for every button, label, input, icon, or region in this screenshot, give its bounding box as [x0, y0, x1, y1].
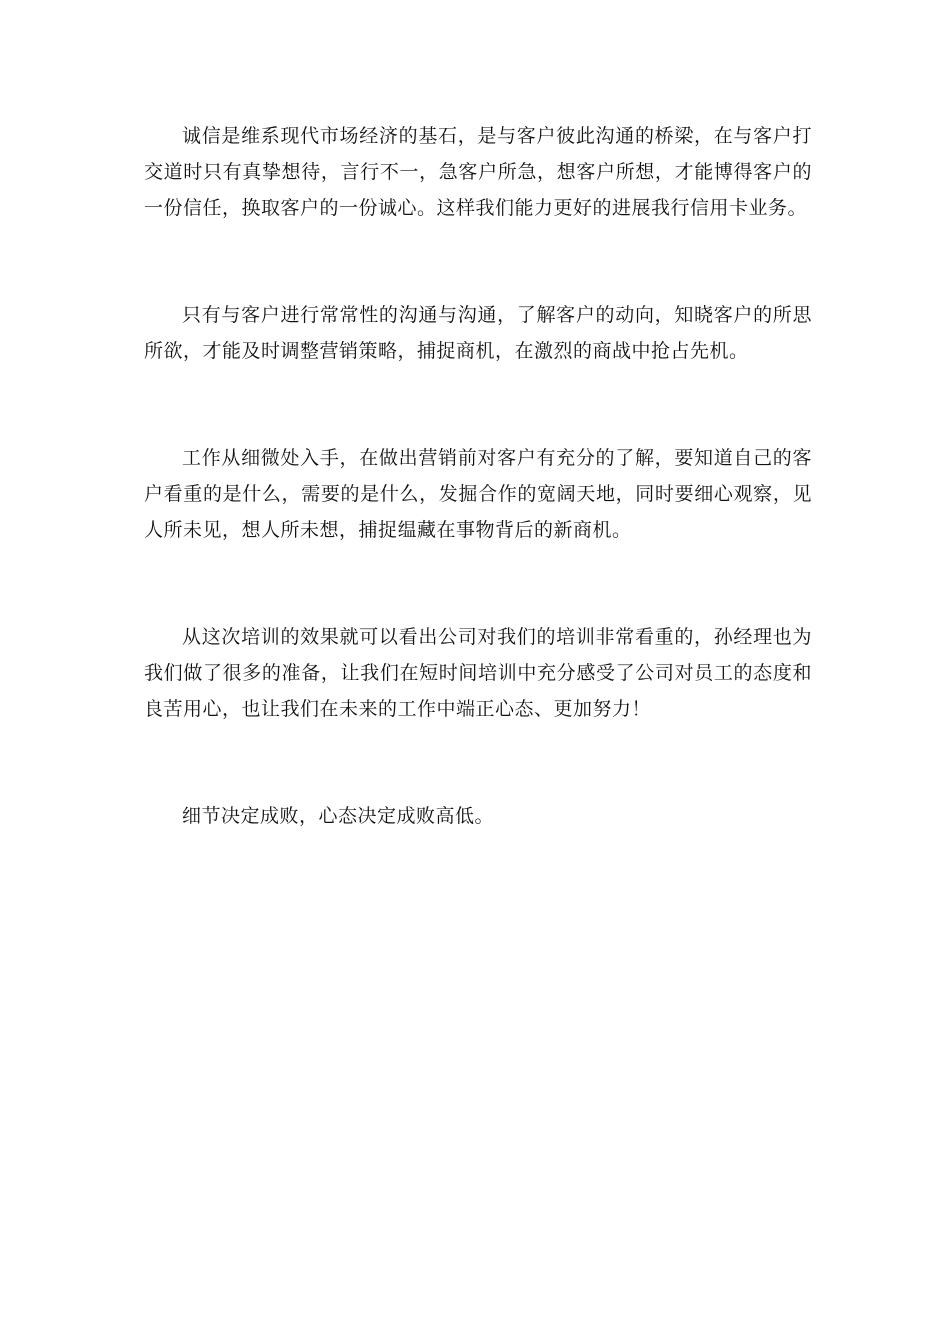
document-body [144, 118, 812, 834]
paragraph-communication: 只有与客户进行常常性的沟通与沟通，了解客户的动向，知晓客户的所思所欲，才能及时调整营销策略，捕捉商机，在激烈的商战中抢占先机。 [144, 304, 812, 362]
paragraph-spacer [144, 226, 812, 297]
paragraph-conclusion: 细节决定成败，心态决定成败高低。 [182, 805, 495, 827]
paragraph-spacer [144, 369, 812, 440]
paragraph-spacer [144, 548, 812, 619]
paragraph-training: 从这次培训的效果就可以看出公司对我们的培训非常看重的，孙经理也为我们做了很多的准备，让我们在短时间培训中充分感受了公司对员工的态度和良苦用心，也让我们在未来的工作中端正心态、更加努力！ [144, 626, 812, 720]
paragraph-integrity: 诚信是维系现代市场经济的基石，是与客户彼此沟通的桥梁，在与客户打交道时只有真挚想待，言行不一，急客户所急，想客户所想，才能博得客户的一份信任，换取客户的一份诚心。这样我们能力更好的进展我行信用卡业务。 [144, 125, 812, 219]
paragraph-details: 工作从细微处入手，在做出营销前对客户有充分的了解，要知道自己的客户看重的是什么，需要的是什么，发掘合作的宽阔天地，同时要细心观察，见人所未见，想人所未想，捕捉缊藏在事物背后的新商机。 [144, 447, 812, 541]
paragraph-spacer [144, 727, 812, 798]
